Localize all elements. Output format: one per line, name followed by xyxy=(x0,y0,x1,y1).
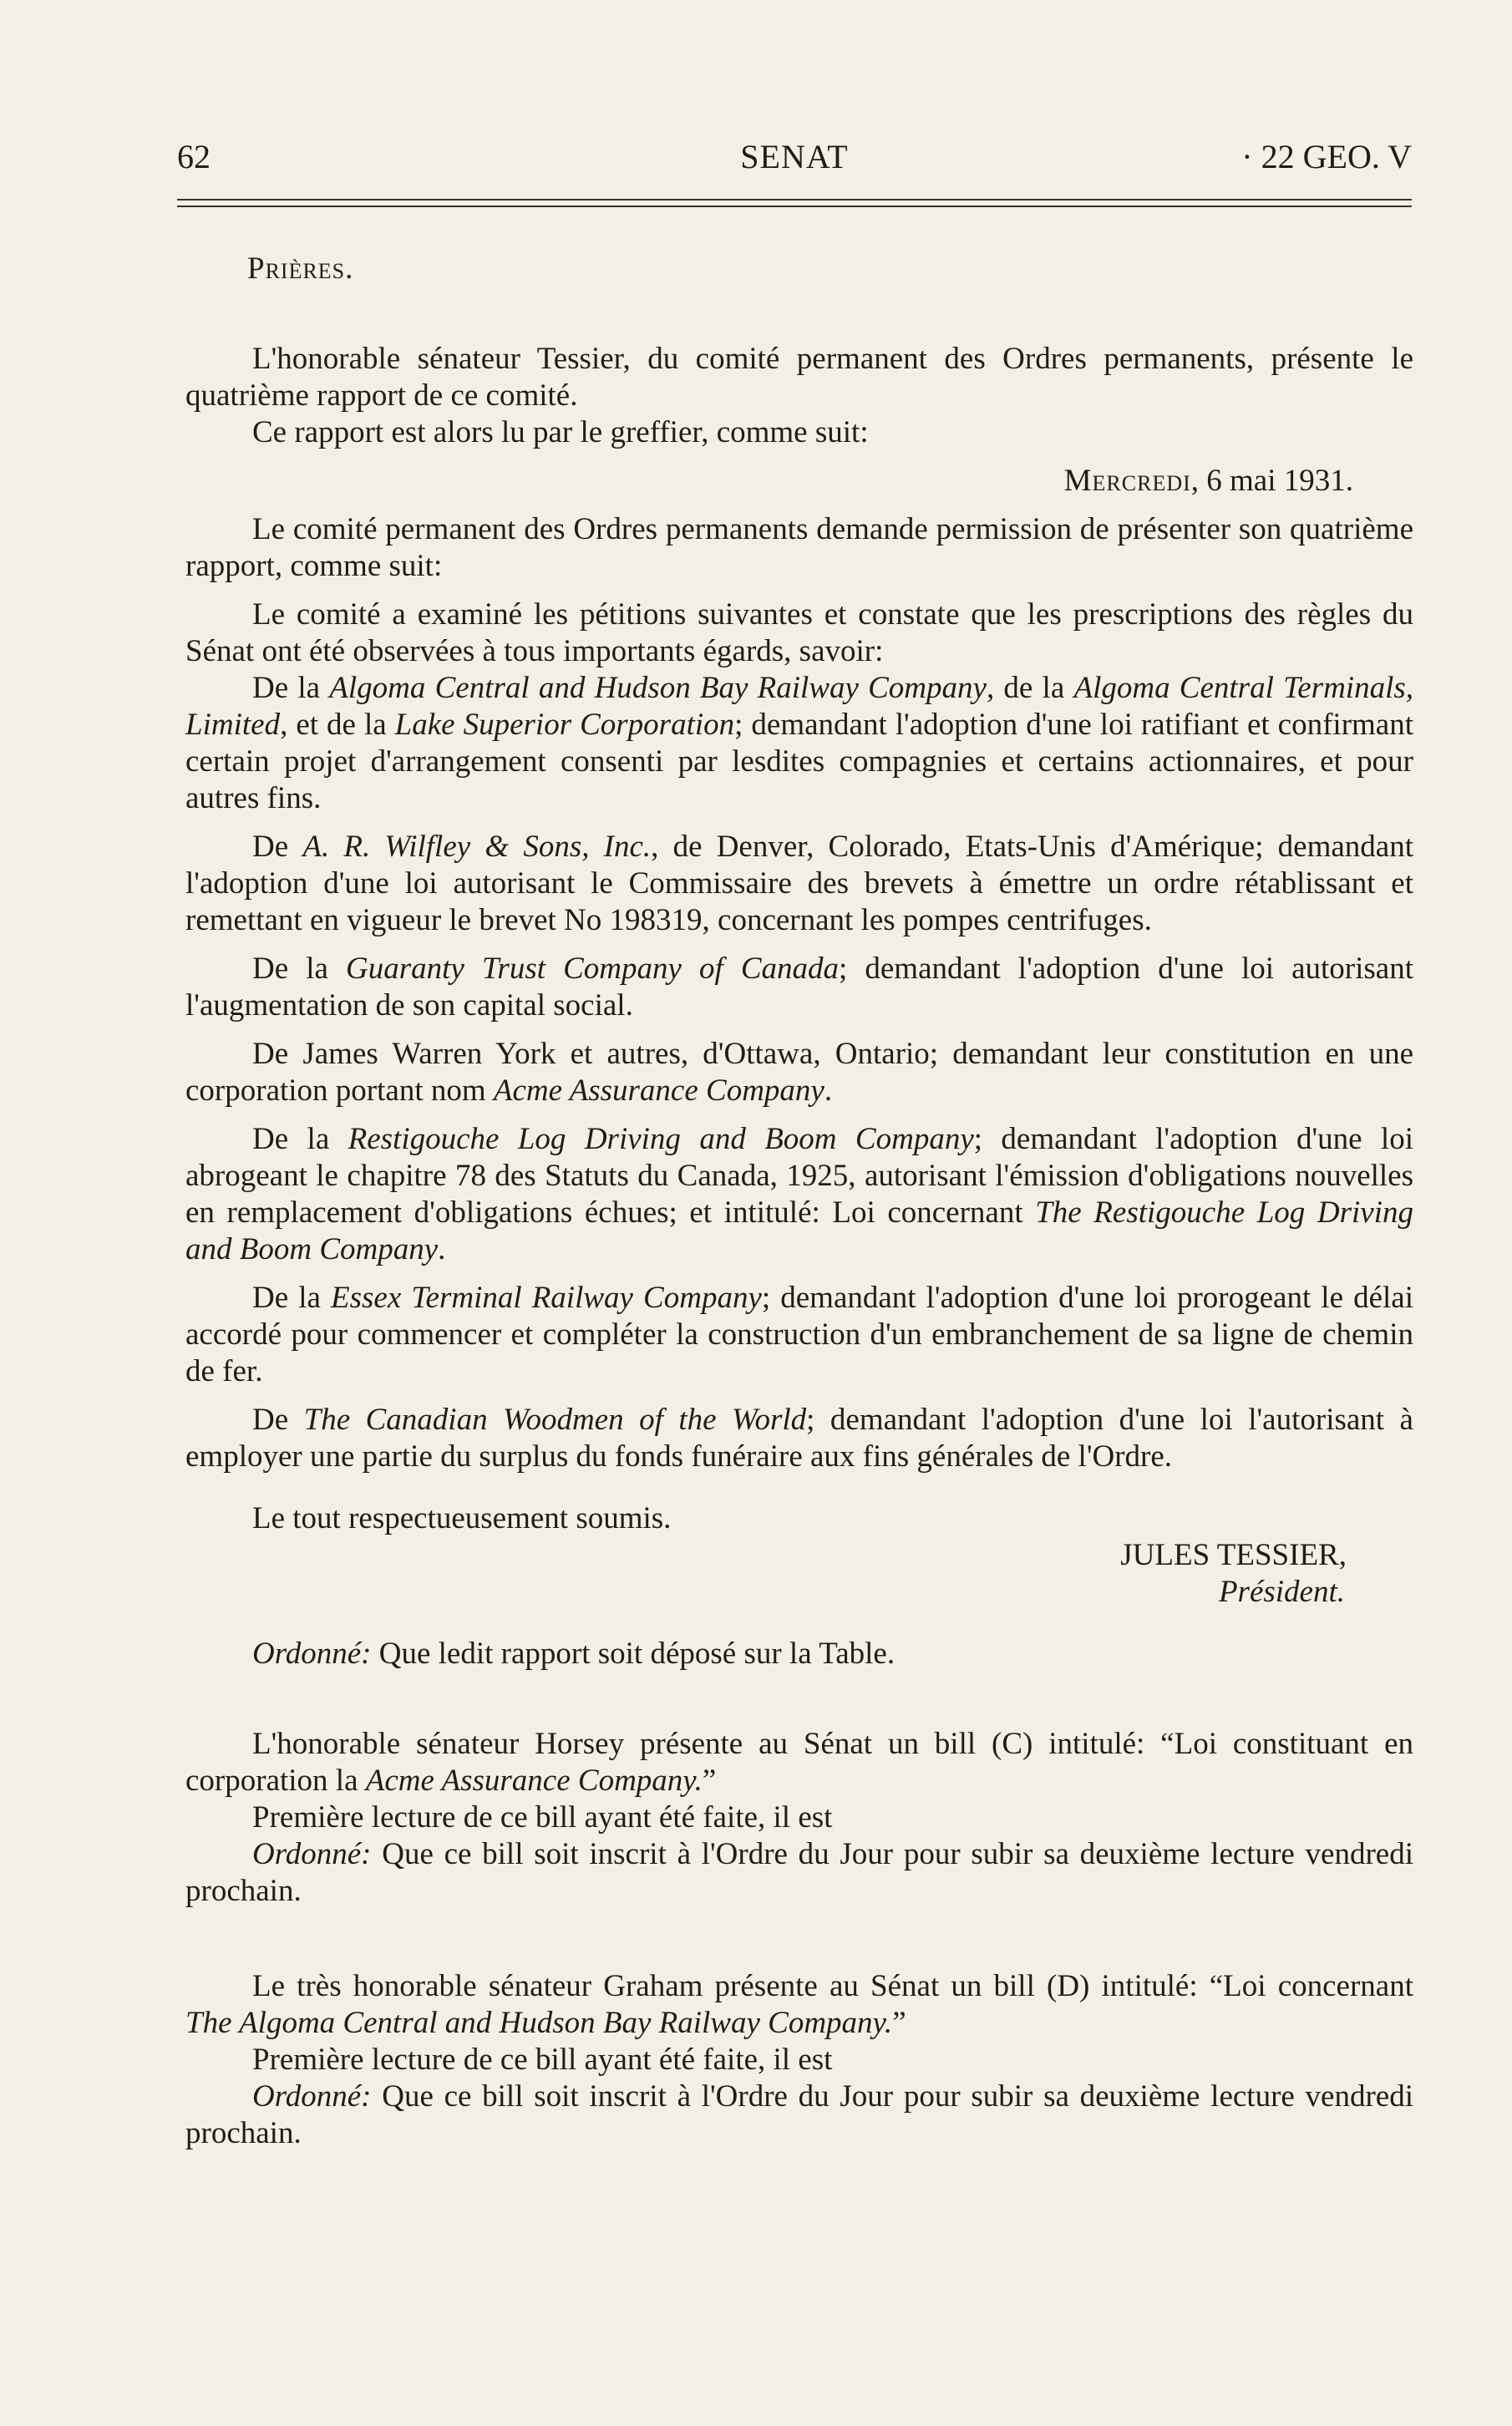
petition-restigouche-post: . xyxy=(438,1232,446,1266)
petition-algoma-pre: De la xyxy=(252,671,330,705)
bill-d-order xyxy=(185,2078,1413,2152)
page-title: SENAT xyxy=(740,138,849,175)
petition-restigouche xyxy=(185,1121,1413,1268)
petition-york-pre: De James Warren York et autres, d'Ottawa, Ontario; demandant leur constitution en une corporation portant nom xyxy=(185,1037,1413,1108)
petition-essex xyxy=(185,1280,1413,1390)
bill-d-company: The Algoma Central and Hudson Bay Railway Company. xyxy=(185,2006,893,2040)
petition-guaranty-post: ; demandant l'adoption d'une loi autorisant l'augmentation de son capital social. xyxy=(185,952,1413,1023)
petition-woodmen-post: ; demandant l'adoption d'une loi l'autorisant à employer une partie du surplus du fonds funéraire aux fins générales de l'Ordre. xyxy=(185,1403,1413,1474)
petition-restigouche-act-title: The Restigouche Log Driving and Boom Company xyxy=(185,1195,1413,1266)
bill-c-order xyxy=(185,1836,1413,1910)
petition-algoma-mid2: , et de la xyxy=(280,708,395,742)
petition-wilfley-pre: De xyxy=(252,830,303,864)
bill-c-order-text: Que ce bill soit inscrit à l'Ordre du Jour pour subir sa deuxième lecture vendredi prochain. xyxy=(185,1837,1413,1908)
page-body xyxy=(185,251,1413,2152)
petition-woodmen xyxy=(185,1402,1413,1475)
bill-c-intro-post: ” xyxy=(702,1764,717,1798)
petition-algoma-lake-superior: Lake Superior Corporation xyxy=(394,708,735,742)
petition-guaranty xyxy=(185,951,1413,1024)
petition-algoma-mid1: , de la xyxy=(986,671,1074,705)
bill-d-introduction xyxy=(185,1968,1413,2042)
petition-guaranty-company: Guaranty Trust Company of Canada xyxy=(346,952,840,986)
bill-c-company: Acme Assurance Company. xyxy=(365,1764,703,1798)
petition-wilfley-company: A. R. Wilfley & Sons, Inc. xyxy=(302,830,652,864)
petition-algoma-terminals: Algoma Central Terminals, Limited xyxy=(185,671,1414,742)
paragraph-report-presented: L'honorable sénateur Tessier, du comité permanent des Ordres permanents, présente le quatrième rapport de ce comité. xyxy=(185,342,1413,413)
page-number: 62 xyxy=(177,138,211,175)
bill-d-order-label: Ordonné: xyxy=(252,2079,372,2114)
signature-title: Président. xyxy=(1218,1575,1345,1609)
closing-line: Le tout respectueusement soumis. xyxy=(252,1501,672,1535)
petition-woodmen-company: The Canadian Woodmen of the World xyxy=(303,1403,807,1437)
paragraph-committee-request: Le comité permanent des Ordres permanents demande permission de présenter son quatrième rapport, comme suit: xyxy=(185,512,1413,583)
bill-c-first-reading: Première lecture de ce bill ayant été faite, il est xyxy=(252,1800,833,1835)
header-rule-top xyxy=(177,199,1412,200)
petition-guaranty-pre: De la xyxy=(252,952,346,986)
petition-wilfley xyxy=(185,829,1413,939)
report-date-rest: , 6 mai 1931. xyxy=(1190,464,1353,498)
petition-algoma xyxy=(185,670,1413,817)
report-date xyxy=(185,463,1413,500)
petition-essex-company: Essex Terminal Railway Company xyxy=(331,1281,762,1315)
bill-c-order-label: Ordonné: xyxy=(252,1837,372,1871)
paragraph-petitions-examined: Le comité a examiné les pétitions suivantes et constate que les prescriptions des règles du Sénat ont été observées à tous importants égards, savoir: xyxy=(185,597,1413,668)
petition-algoma-post: ; demandant l'adoption d'une loi ratifiant et confirmant certain projet d'arrangement consenti par lesdites compagnies et certains actionnaires, et pour autres fins. xyxy=(185,708,1413,815)
paragraph-report-read: Ce rapport est alors lu par le greffier, comme suit: xyxy=(252,415,869,449)
bill-c-intro-pre: L'honorable sénateur Horsey présente au Sénat un bill (C) intitulé: “Loi constituant en corporation la xyxy=(185,1727,1413,1798)
petition-restigouche-pre: De la xyxy=(252,1122,348,1156)
petition-essex-pre: De la xyxy=(252,1281,332,1315)
order-text: Que ledit rapport soit déposé sur la Table. xyxy=(371,1637,896,1671)
petition-woodmen-pre: De xyxy=(252,1403,304,1437)
bill-d-order-text: Que ce bill soit inscrit à l'Ordre du Jour pour subir sa deuxième lecture vendredi prochain. xyxy=(185,2079,1413,2150)
petition-restigouche-company: Restigouche Log Driving and Boom Company xyxy=(348,1122,974,1156)
bill-d-first-reading: Première lecture de ce bill ayant été faite, il est xyxy=(252,2043,833,2077)
regnal-year: · 22 GEO. V xyxy=(1241,138,1412,175)
petition-york-company: Acme Assurance Company xyxy=(493,1073,824,1108)
order-report-tabled xyxy=(185,1636,1413,1672)
petition-york xyxy=(185,1036,1413,1109)
header-rule-bottom xyxy=(177,206,1412,207)
order-label: Ordonné: xyxy=(252,1637,372,1671)
bill-d-intro-pre: Le très honorable sénateur Graham présente au Sénat un bill (D) intitulé: “Loi concernant xyxy=(252,1969,1413,2003)
report-date-day: Mercredi xyxy=(1063,464,1191,498)
petition-essex-post: ; demandant l'adoption d'une loi prorogeant le délai accordé pour commencer et compléter la construction d'un embranchement de sa ligne de chemin de fer. xyxy=(185,1281,1413,1388)
running-header xyxy=(177,137,1412,187)
signature-name: JULES TESSIER, xyxy=(1120,1538,1347,1572)
bill-c-introduction xyxy=(185,1726,1413,1799)
petition-restigouche-mid1: ; demandant l'adoption d'une loi abrogeant le chapitre 78 des Statuts du Canada, 1925, autorisant l'émission d'obligations nouvelles en remplacement d'obligations échues; et intitulé: Loi concernant xyxy=(185,1122,1413,1230)
bill-d-intro-post: ” xyxy=(892,2006,906,2040)
petition-york-post: . xyxy=(824,1073,833,1108)
section-heading: Prières. xyxy=(247,251,354,286)
petition-wilfley-post: , de Denver, Colorado, Etats-Unis d'Amérique; demandant l'adoption d'une loi autorisant le Commissaire des brevets à émettre un ordre rétablissant et remettant en vigueur le brevet No 198319, concernant les pompes centrifuges. xyxy=(185,830,1413,937)
petition-algoma-company: Algoma Central and Hudson Bay Railway Company xyxy=(329,671,987,705)
